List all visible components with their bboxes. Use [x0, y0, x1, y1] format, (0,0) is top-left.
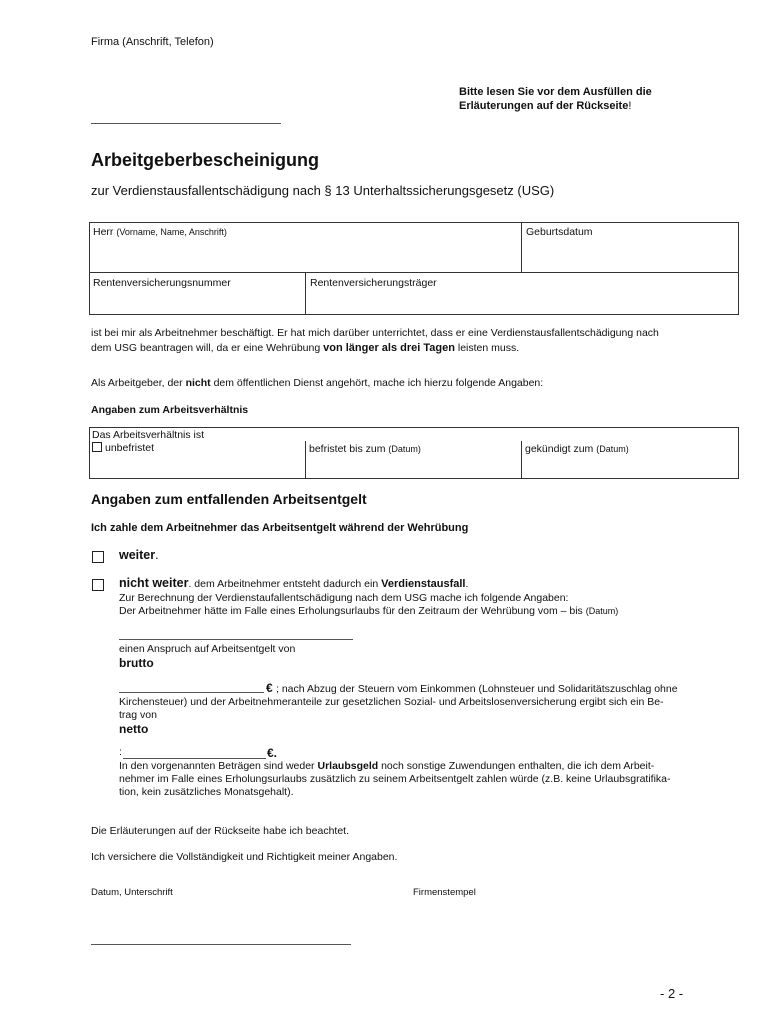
- netto-label: netto: [119, 722, 149, 736]
- employer-c: dem öffentlichen Dienst angehört, mache ich hierzu folgende Angaben:: [210, 377, 544, 389]
- person-table-col-divider-bottom: [305, 272, 306, 315]
- brutto-amount-line[interactable]: [119, 692, 264, 693]
- netto-line-3: trag von: [119, 709, 157, 721]
- company-signature-line[interactable]: [91, 123, 281, 124]
- unbefristet-label: unbefristet: [105, 442, 155, 454]
- page-number: - 2 -: [660, 986, 684, 1001]
- nicht-weiter-text-a: . dem Arbeitnehmer entsteht dadurch ein: [188, 578, 382, 590]
- rv-number-field[interactable]: Rentenversicherungsnummer: [93, 277, 231, 289]
- employment-row-label: Das Arbeitsverhältnis ist: [92, 429, 205, 441]
- brutto-euro-symbol: €: [266, 681, 273, 695]
- notice-exclamation: !: [628, 100, 632, 112]
- birthdate-field[interactable]: Geburtsdatum: [526, 226, 593, 238]
- company-address-label: Firma (Anschrift, Telefon): [91, 36, 214, 48]
- gekuendigt-label: gekündigt zum: [525, 443, 594, 455]
- wage-heading: Angaben zum entfallenden Arbeitsentgelt: [91, 491, 367, 507]
- befristet-field[interactable]: [309, 443, 421, 455]
- employment-col-divider-2: [521, 441, 522, 479]
- note-line-1c: noch sonstige Zuwendungen enthalten, die ich dem Arbeit-: [378, 760, 655, 772]
- employer-a: Als Arbeitgeber, der: [91, 377, 186, 389]
- intro-emphasis: von länger als drei Tagen: [323, 342, 455, 354]
- notice-line-2: Erläuterungen auf der Rückseite: [459, 100, 629, 112]
- rv-carrier-field[interactable]: Rentenversicherungsträger: [310, 277, 437, 289]
- notice-line-1: Bitte lesen Sie vor dem Ausfüllen die: [459, 86, 652, 98]
- herr-field[interactable]: [93, 226, 227, 238]
- page-title: Arbeitgeberbescheinigung: [91, 150, 320, 170]
- person-table-col-divider-top: [521, 222, 522, 273]
- netto-line-1: ; nach Abzug der Steuern vom Einkommen (Lohnsteuer und Solidaritätszuschlag ohne: [276, 683, 678, 695]
- verdienstausfall-term: Verdienstausfall: [381, 578, 466, 590]
- netto-euro-symbol: €.: [267, 746, 278, 760]
- period-input-line[interactable]: [119, 639, 353, 640]
- nicht-weiter-option: [119, 576, 468, 590]
- calc-line-2-hint: (Datum): [585, 606, 619, 616]
- calculation-intro: [119, 592, 618, 618]
- nicht-weiter-label: nicht weiter: [119, 576, 189, 590]
- person-table-divider: [89, 272, 739, 273]
- unbefristet-option[interactable]: [92, 442, 154, 454]
- notes-acknowledged: Die Erläuterungen auf der Rückseite habe ich beachtet.: [91, 825, 349, 837]
- calc-line-2: Der Arbeitnehmer hätte im Falle eines Erholungsurlaubs für den Zeitraum der Wehrübung vom – bis: [119, 605, 583, 617]
- note-line-2: nehmer im Falle eines Erholungsurlaubs zusätzlich zu seinem Arbeitsentgelt zahlen würde (z.B. keine Urlaubsgratifika-: [119, 773, 671, 785]
- calc-line-1: Zur Berechnung der Verdienstaufallentschädigung nach dem USG mache ich folgende Angaben:: [119, 592, 569, 604]
- company-stamp-label: Firmenstempel: [413, 887, 476, 898]
- completeness-assurance: Ich versichere die Vollständigkeit und Richtigkeit meiner Angaben.: [91, 851, 398, 863]
- date-signature-label: Datum, Unterschrift: [91, 887, 173, 898]
- nicht-weiter-checkbox[interactable]: [92, 579, 104, 591]
- netto-colon: :: [119, 746, 122, 758]
- employer-statement: [91, 377, 543, 389]
- page-subtitle: zur Verdienstausfallentschädigung nach § 13 Unterhaltssicherungsgesetz (USG): [91, 183, 555, 198]
- gekuendigt-field[interactable]: [525, 443, 629, 455]
- befristet-label: befristet bis zum: [309, 443, 386, 455]
- employment-col-divider-1: [305, 441, 306, 479]
- intro-paragraph: [91, 326, 659, 356]
- note-line-3: tion, kein zusätzliches Monatsgehalt).: [119, 786, 294, 798]
- anspruch-label: einen Anspruch auf Arbeitsentgelt von: [119, 643, 296, 655]
- signature-line[interactable]: [91, 944, 351, 945]
- weiter-checkbox[interactable]: [92, 551, 104, 563]
- employment-heading: Angaben zum Arbeitsverhältnis: [91, 404, 249, 416]
- nicht-weiter-text-c: .: [465, 578, 469, 590]
- intro-line-2c: leisten muss.: [454, 342, 520, 354]
- herr-hint: (Vorname, Name, Anschrift): [116, 227, 227, 237]
- brutto-label: brutto: [119, 656, 154, 670]
- urlaubsgeld-term: Urlaubsgeld: [317, 760, 379, 772]
- unbefristet-checkbox[interactable]: [92, 442, 102, 452]
- netto-explanation: [119, 696, 664, 722]
- herr-label: Herr: [93, 226, 114, 238]
- weiter-end: .: [155, 548, 159, 562]
- weiter-label: weiter: [119, 548, 156, 562]
- netto-line-2: Kirchensteuer) und der Arbeitnehmeranteile zur gesetzlichen Sozial- und Arbeitslosenversicherung ergibt sich ein Be-: [119, 696, 664, 708]
- intro-line-1: ist bei mir als Arbeitnehmer beschäftigt. Er hat mich darüber unterrichtet, dass er eine Verdienstausfallentschädigung nach: [91, 327, 659, 339]
- befristet-hint: (Datum): [388, 444, 421, 454]
- netto-amount-line[interactable]: [123, 758, 266, 759]
- exclusion-note: [119, 760, 671, 799]
- weiter-option: [119, 548, 159, 562]
- gekuendigt-hint: (Datum): [596, 444, 629, 454]
- wage-subheading: Ich zahle dem Arbeitnehmer das Arbeitsentgelt während der Wehrübung: [91, 522, 469, 534]
- employer-not: nicht: [185, 377, 211, 389]
- intro-line-2a: dem USG beantragen will, da er eine Wehrübung: [91, 342, 324, 354]
- instructions-notice: [459, 85, 652, 113]
- note-line-1a: In den vorgenannten Beträgen sind weder: [119, 760, 318, 772]
